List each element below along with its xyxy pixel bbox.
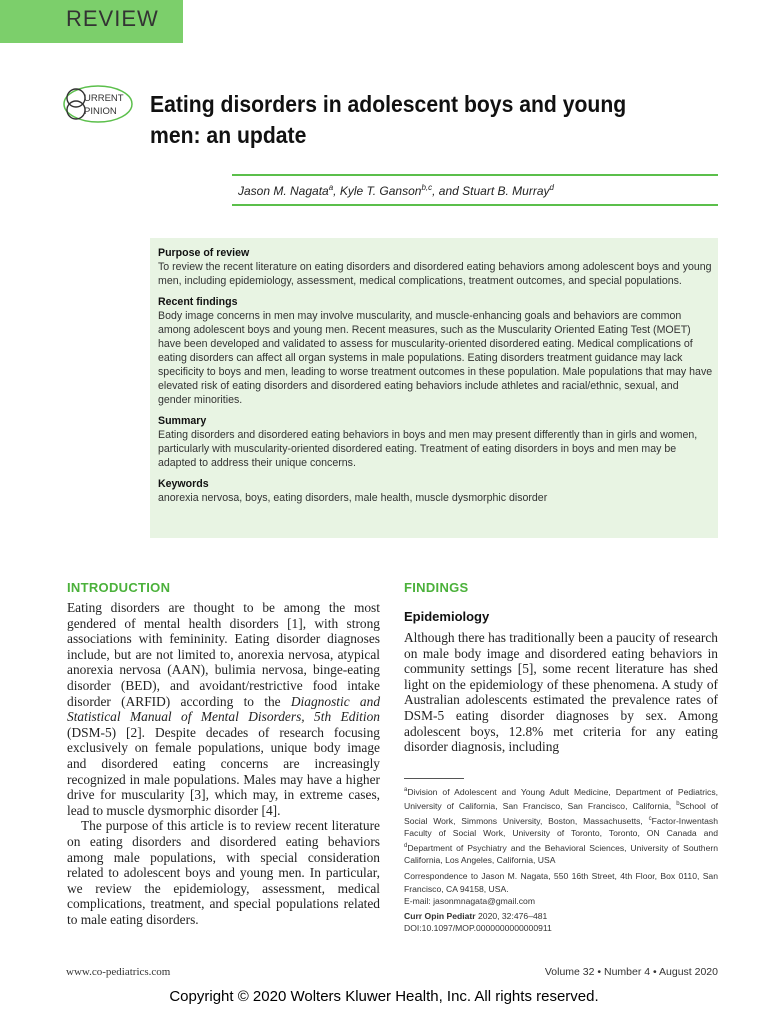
- article-title: Eating disorders in adolescent boys and young men: an update: [150, 91, 627, 148]
- affiliation-list: [404, 784, 718, 866]
- email[interactable]: E-mail: jasonmnagata@gmail.com: [404, 896, 535, 907]
- author-2-affil: b,c: [421, 183, 433, 192]
- copyright-notice: Copyright © 2020 Wolters Kluwer Health, Inc. All rights reserved.: [169, 988, 599, 1005]
- abstract-keywords-heading: Keywords: [158, 478, 209, 490]
- logo-line2: PINION: [84, 106, 117, 117]
- author-list: [238, 183, 718, 198]
- affil-a: Division of Adolescent and Young Adult Medicine, Department of Pediatrics, University of California, San Francisco, San Francisco, California,: [404, 786, 718, 812]
- findings-paragraph-1: Although there has traditionally been a paucity of research on male body image and disordered eating behaviors in community settings [5], some recent literature has shed light on the epidemiology of these phenomena. A study of Australian adolescents estimated the prevalence rates of DSM-5 eating disorder diagnoses by sex. Among adolescent boys, 12.8% met criteria for any eating disorder diagnosis, including: [404, 630, 718, 755]
- abstract-keywords-text: anorexia nervosa, boys, eating disorders, male health, muscle dysmorphic disorder: [158, 492, 548, 504]
- section-tag: [0, 0, 183, 43]
- correspondence: Correspondence to Jason M. Nagata, 550 16th Street, 4th Floor, Box 0110, San Francisco, CA 94158, USA.: [404, 871, 718, 894]
- author-sep: , and: [432, 184, 463, 198]
- findings-heading: FINDINGS: [404, 580, 469, 595]
- abstract-findings-text: Body image concerns in men may involve muscularity, and muscle-enhancing goals and behaviors are common among adolescent boys and young men. Recent measures, such as the Muscularity Oriented Eating Test (MOET) have been developed and validated to assess for muscularity-oriented disordered eating. Medical complications of eating disorders can affect all organ systems in male populations. Eating disorders treatment guidance may lack specificity to boys and men, leading to worse treatment outcomes in these population. Male populations that may have elevated risk of eating disorders and disordered eating behaviors include athletes and racial/ethnic, sexual, and gender minorities.: [158, 310, 713, 406]
- title-rule-bottom: [232, 204, 718, 206]
- title-rule-top: [232, 174, 718, 176]
- intro-paragraph-2: The purpose of this article is to review recent literature on eating disorders and disordered eating behaviors among male populations, with special consideration related to adolescent boys and young men. In particular, we review the epidemiology, assessment, medical complications, treatment, and special populations related to male eating disorders.: [67, 818, 380, 927]
- journal-name: Curr Opin Pediatr: [404, 910, 476, 921]
- logo-line1: URRENT: [84, 93, 124, 104]
- intro-p1-part2: (DSM-5) [2]. Despite decades of research focusing exclusively on female populations, unique body image and disordered eating concerns are increasingly recognized in male populations. Males may have a higher drive for muscularity [3], which may, in extreme cases, lead to muscle dysmorphic disorder [4].: [67, 724, 380, 818]
- affiliations: [404, 784, 718, 939]
- affil-sup: c: [648, 815, 652, 822]
- affil-sup: a: [404, 787, 408, 793]
- footer-url[interactable]: www.co-pediatrics.com: [66, 966, 171, 978]
- abstract-findings-heading: Recent findings: [158, 296, 238, 308]
- affil-sup: b: [676, 801, 680, 808]
- abstract-purpose-text: To review the recent literature on eating disorders and disordered eating behaviors among adolescent boys and young men, including epidemiology, assessment, medical complications, treatment outcomes, and special populations.: [158, 261, 712, 287]
- intro-p1-italic: Diagnostic and Statistical Manual of Mental Disorders, 5th Edition: [67, 693, 381, 725]
- author-1-affil: a: [328, 183, 334, 192]
- abstract-purpose-heading: Purpose of review: [158, 247, 250, 259]
- author-3-affil: d: [549, 183, 554, 192]
- introduction-body: [67, 600, 380, 927]
- abstract-box: [150, 238, 718, 538]
- affil-d: Department of Psychiatry and the Behavioral Sciences, University of Southern California, Los Angeles, California, USA: [404, 842, 718, 865]
- author-3: Stuart B. Murray: [462, 184, 550, 198]
- intro-p1-part1: Eating disorders are thought to be among the most gendered of mental health disorders [1], with strong associations with femininity. Eating disorder diagnoses include, but are not limited to, anorexia nervosa, atypical anorexia nervosa (AAN), bulimia nervosa, binge-eating disorder (BED), and avoidant/restrictive food intake disorder (ARFID) according to the: [67, 600, 380, 709]
- abstract-summary-heading: Summary: [158, 415, 207, 427]
- intro-paragraph-1: [67, 600, 380, 818]
- abstract-summary-text: Eating disorders and disordered eating behaviors in boys and men may present differently than in girls and women, particularly with muscularity-oriented disordered eating. Treatment of eating disorders in boys and men may be adapted to address their unique concerns.: [158, 429, 698, 469]
- affil-sup: d: [404, 842, 408, 849]
- epidemiology-heading: Epidemiology: [404, 609, 490, 624]
- current-opinion-logo: [62, 84, 134, 124]
- footer-issue: Volume 32 • Number 4 • August 2020: [544, 966, 718, 978]
- author-2: Kyle T. Ganson: [339, 184, 422, 198]
- affil-b: School of Social Work, Simmons University, Boston, Massachusetts,: [404, 801, 718, 826]
- citation: [404, 910, 718, 923]
- introduction-heading: INTRODUCTION: [67, 580, 171, 595]
- author-1: Jason M. Nagata: [238, 184, 329, 198]
- affil-c: Factor-Inwentash Faculty of Social Work, University of Toronto, Toronto, ON Canada and: [404, 815, 718, 839]
- footnote-rule: [404, 778, 464, 779]
- doi[interactable]: DOI:10.1097/MOP.0000000000000911: [404, 923, 552, 934]
- citation-detail: 2020, 32:476–481: [475, 910, 548, 921]
- section-tag-label: REVIEW: [66, 6, 159, 31]
- findings-body: [404, 630, 718, 755]
- author-sep: ,: [333, 184, 340, 198]
